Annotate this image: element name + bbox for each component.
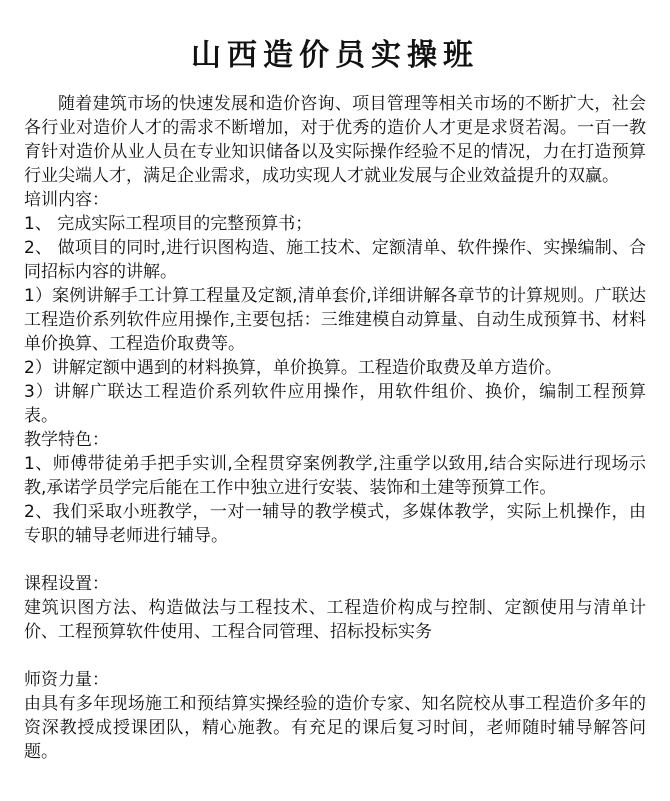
faculty-text: 由具有多年现场施工和预结算实操经验的造价专家、知名院校从事工程造价多年的资深教授成授课团队，精心施教。有充足的课后复习时间，老师随时辅导解答问题。 [24, 694, 646, 762]
features-item-2: 2、我们采取小班教学，一对一辅导的教学模式，多媒体教学，实际上机操作，由专职的辅导老师进行辅导。 [24, 502, 646, 546]
courses-heading: 课程设置： [24, 574, 109, 594]
features-item-1: 1、师傅带徒弟手把手实训,全程贯穿案例教学,注重学以致用,结合实际进行现场示教,承诺学员学完后能在工作中独立进行安装、装饰和土建等预算工作。 [24, 454, 646, 498]
courses-text: 建筑识图方法、构造做法与工程技术、工程造价构成与控制、定额使用与清单计价、工程预算软件使用、工程合同管理、招标投标实务 [24, 598, 646, 642]
faculty-heading: 师资力量： [24, 670, 109, 690]
training-sub-item-1: 1）案例讲解手工计算工程量及定额,清单套价,详细讲解各章节的计算规则。广联达工程造价系列软件应用操作,主要包括：三维建模自动算量、自动生成预算书、材料单价换算、工程造价取费等。 [24, 286, 646, 354]
section-spacer [24, 548, 646, 572]
intro-paragraph: 随着建筑市场的快速发展和造价咨询、项目管理等相关市场的不断扩大，社会各行业对造价人才的需求不断增加，对于优秀的造价人才更是求贤若渴。一百一教育针对造价从业人员在专业知识储备以及实际操作经验不足的情况，力在打造预算行业尖端人才，满足企业需求，成功实现人才就业发展与企业效益提升的双赢。 [24, 94, 646, 186]
document-body [24, 92, 646, 764]
training-heading: 培训内容： [24, 190, 109, 210]
section-spacer [24, 644, 646, 668]
training-sub-item-3: 3）讲解广联达工程造价系列软件应用操作，用软件组价、换价，编制工程预算表。 [24, 382, 646, 426]
page-title: 山西造价员实操班 [191, 38, 479, 73]
training-sub-item-2: 2）讲解定额中遇到的材料换算，单价换算。工程造价取费及单方造价。 [24, 358, 562, 378]
training-item-2: 2、 做项目的同时,进行识图构造、施工技术、定额清单、软件操作、实操编制、合同招标内容的讲解。 [24, 238, 646, 282]
features-heading: 教学特色： [24, 430, 109, 450]
training-item-1: 1、 完成实际工程项目的完整预算书； [24, 214, 313, 234]
